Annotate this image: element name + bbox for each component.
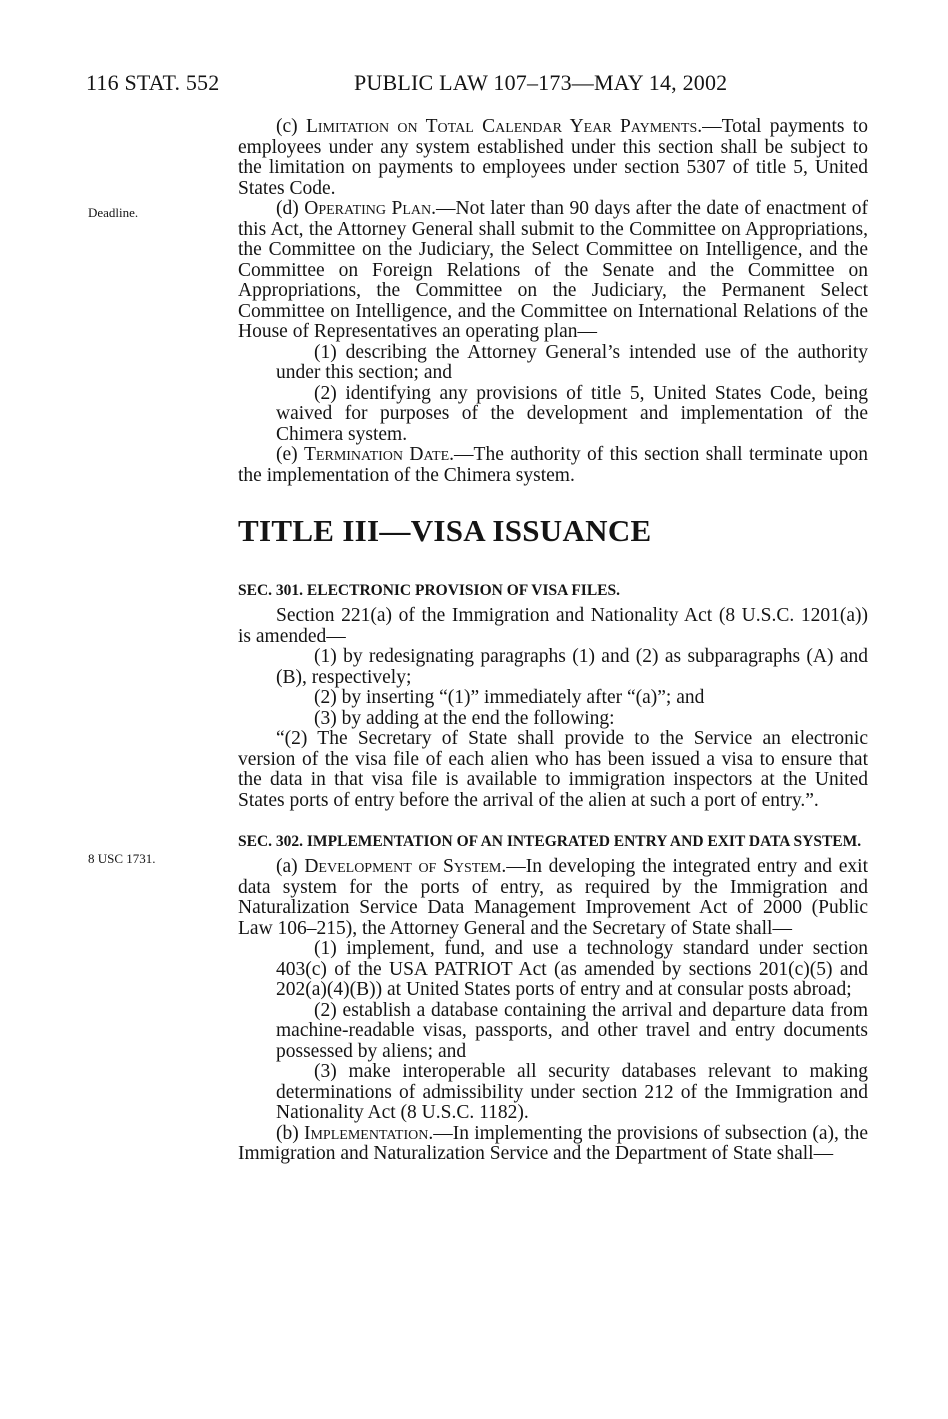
list-item-text: (2) identifying any provisions of title 5, United States Code, being waived for purposes of the development and implementation of the Chimera system. — [276, 382, 868, 445]
subsection-d-label: (d) — [276, 198, 305, 219]
sec-302-a-item-1: (1) implement, fund, and use a technology standard under section 403(c) of the USA PATRIOT Act (as amended by sections 201(c)(5) and 202(a)(4)(B)) at United States ports of entry and at consular posts abroad; — [276, 938, 868, 1000]
sec-302-a-item-2: (2) establish a database containing the arrival and departure data from machine-readable visas, passports, and other travel and entry documents possessed by aliens; and — [276, 999, 868, 1062]
sec-301-item-2: (2) by inserting “(1)” immediately after “(a)”; and — [314, 687, 705, 708]
subsection-c-label: (c) — [276, 116, 306, 137]
margin-note-usc: 8 USC 1731. — [88, 851, 156, 866]
title-heading: TITLE III—VISA ISSUANCE — [238, 513, 652, 548]
margin-note-deadline: Deadline. — [88, 205, 139, 220]
subsection-d-item-1 — [238, 343, 868, 384]
page-stat-reference: 116 STAT. 552 — [86, 70, 220, 95]
sec-302-b-heading: Implementation. — [303, 1122, 434, 1144]
subsection-e-heading: Termination Date. — [304, 444, 455, 465]
subsection-e-label: (e) — [276, 444, 305, 465]
subsection-d-text: —Not later than 90 days after the date of enactment of this Act, the Attorney General shall submit to the Committee on Appropriations, the Committee on the Judiciary, the Select Committee on Intelligence, and the Committee on Foreign Relations of the Senate and the Committee on Appropriations, the Committee on the Judiciary, the Permanent Select Committee on Intelligence, and the Committee on International Relations of the House of Representatives an operating plan— — [238, 198, 868, 342]
subsection-e-text: —The authority of this section shall terminate upon the implementation of the Chimera system. — [238, 444, 868, 486]
sec-302-a-heading: Development of System. — [304, 856, 507, 877]
body-text — [238, 117, 868, 1165]
subsection-c-heading: Limitation on Total Calendar Year Payments. — [305, 116, 703, 137]
sec-301-quote: “(2) The Secretary of State shall provide to the Service an electronic version of the visa file of each alien who has been issued a visa to ensure that the data in that visa file is available to immigration inspectors at the United States ports of entry before the arrival of the alien at such a port of entry.”. — [238, 728, 868, 811]
list-item-text: (1) describing the Attorney General’s intended use of the authority under this section; and — [276, 341, 868, 383]
sec-301-item-1: (1) by redesignating paragraphs (1) and (2) as subparagraphs (A) and (B), respectively; — [276, 646, 868, 688]
sec-302-b-text: —In implementing the provisions of subsection (a), the Immigration and Naturalization Service and the Department of State shall— — [238, 1122, 868, 1164]
sec-301-heading: SEC. 301. ELECTRONIC PROVISION OF VISA FILES. — [238, 582, 620, 599]
running-header: PUBLIC LAW 107–173—MAY 14, 2002 — [354, 70, 728, 95]
sec-302-a-label: (a) — [276, 856, 305, 877]
sec-301-intro: Section 221(a) of the Immigration and Nationality Act (8 U.S.C. 1201(a)) is amended— — [238, 605, 868, 647]
subsection-c-text: —Total payments to employees under any system established under this section shall be subject to the limitation on payments to employees under section 5307 of title 5, United States Code. — [238, 116, 868, 199]
subsection-d-item-2 — [238, 384, 868, 446]
sec-302-a-item-3: (3) make interoperable all security databases relevant to making determinations of admissibility under section 212 of the Immigration and Nationality Act (8 U.S.C. 1182). — [276, 1061, 868, 1123]
sec-302-subsection-b — [238, 1124, 868, 1165]
sec-302-heading: SEC. 302. IMPLEMENTATION OF AN INTEGRATED ENTRY AND EXIT DATA SYSTEM. — [238, 833, 862, 850]
sec-302-a-text: —In developing the integrated entry and exit data system for the ports of entry, as required by the Immigration and Naturalization Service Data Management Improvement Act of 2000 (Public Law 106–215), the Attorney General and the Secretary of State shall— — [238, 856, 868, 939]
subsection-d-heading: Operating Plan. — [304, 198, 437, 219]
subsection-d — [238, 199, 868, 343]
sec-302-b-label: (b) — [276, 1122, 304, 1144]
sec-301-item-3: (3) by adding at the end the following: — [314, 707, 615, 729]
subsection-c — [238, 117, 868, 199]
subsection-e — [238, 445, 868, 486]
sec-302-subsection-a — [238, 857, 868, 939]
